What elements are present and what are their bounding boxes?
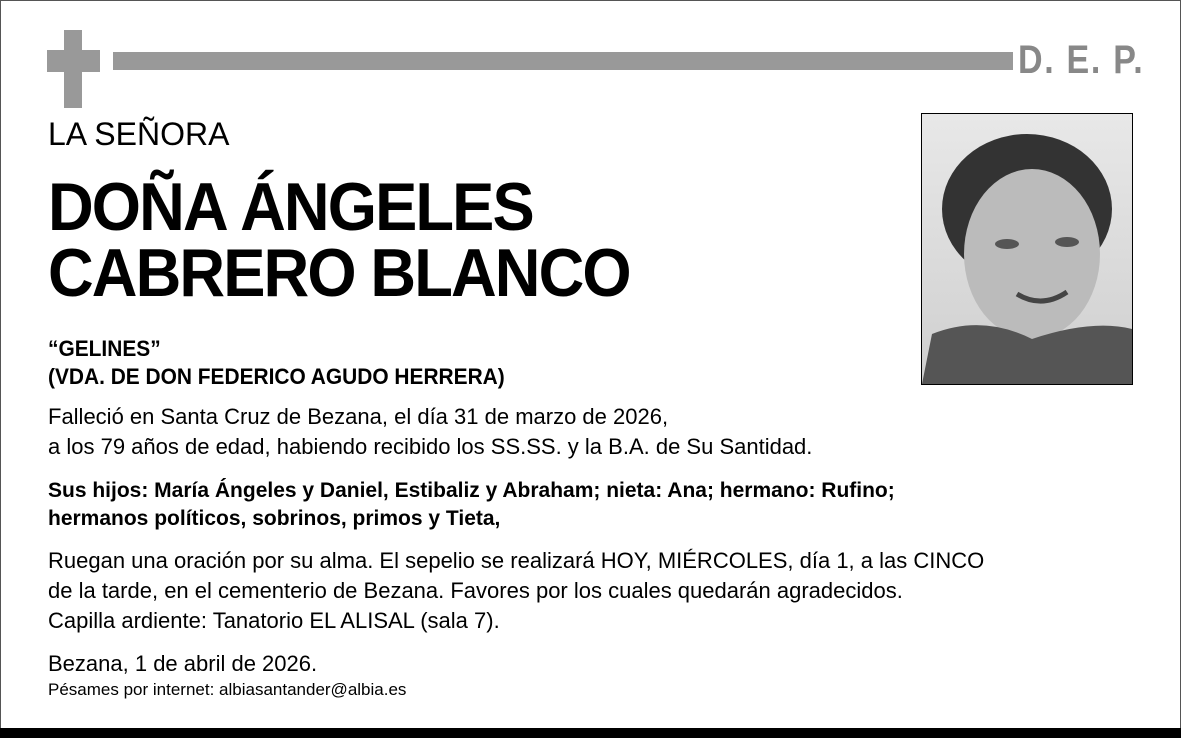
death-line-2: a los 79 años de edad, habiendo recibido los SS.SS. y la B.A. de Su Santidad. <box>48 434 813 459</box>
bottom-bar <box>0 728 1181 738</box>
header-rule <box>113 52 1013 70</box>
service-line-3: Capilla ardiente: Tanatorio EL ALISAL (sala 7). <box>48 608 500 633</box>
name-line-1: DOÑA ÁNGELES <box>48 169 533 245</box>
dep-label: D. E. P. <box>1018 38 1145 82</box>
place-date: Bezana, 1 de abril de 2026. <box>48 651 318 676</box>
widow-of: (VDA. DE DON FEDERICO AGUDO HERRERA) <box>48 364 505 389</box>
family-line-1: Sus hijos: María Ángeles y Daniel, Estibaliz y Abraham; nieta: Ana; hermano: Rufino; <box>48 479 895 502</box>
service-line-1: Ruegan una oración por su alma. El sepelio se realizará HOY, MIÉRCOLES, día 1, a las CINCO <box>48 548 985 573</box>
service-line-2: de la tarde, en el cementerio de Bezana. Favores por los cuales quedarán agradecidos. <box>48 578 903 603</box>
name-line-2: CABRERO BLANCO <box>48 235 630 311</box>
alias: “GELINES” <box>48 336 161 361</box>
condolences: Pésames por internet: albiasantander@albia.es <box>48 680 407 699</box>
cross-icon-arm <box>47 50 100 72</box>
family-line-2: hermanos políticos, sobrinos, primos y Tieta, <box>48 507 501 530</box>
death-line-1: Falleció en Santa Cruz de Bezana, el día 31 de marzo de 2026, <box>48 404 669 429</box>
portrait-photo <box>921 113 1133 385</box>
title: LA SEÑORA <box>48 116 230 152</box>
